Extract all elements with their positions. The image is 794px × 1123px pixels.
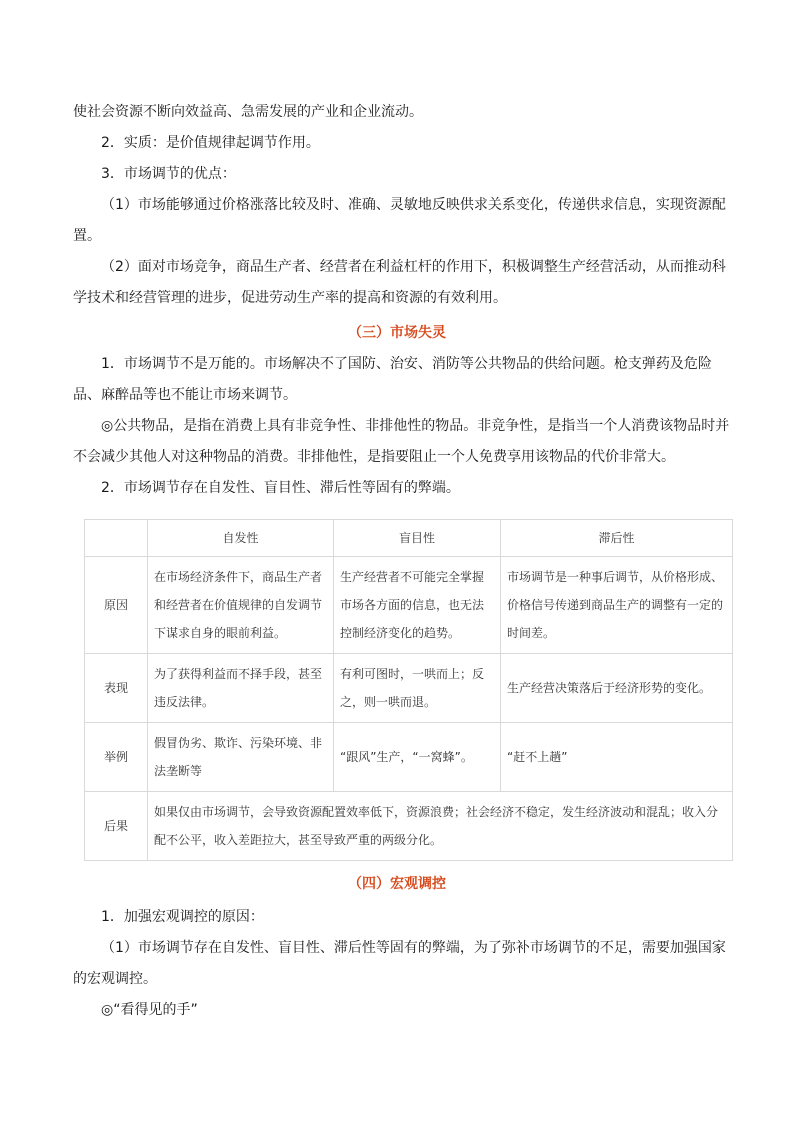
row-label: 表现 <box>85 654 148 723</box>
advantages-title: 3．市场调节的优点： <box>101 166 236 182</box>
failure-paragraph-1: 1．市场调节不是万能的。市场解决不了国防、治安、消防等公共物品的供给问题。枪支弹药及危险品、麻醉品等也不能让市场来调节。 <box>73 356 712 403</box>
table-row <box>85 792 733 861</box>
table-cell: “跟风”生产，“一窝蜂”。 <box>334 723 501 792</box>
table-cell: 有利可图时，一哄而上；反之，则一哄而退。 <box>334 654 501 723</box>
table-cell: 假冒伪劣、欺诈、污染环境、非法垄断等 <box>148 723 334 792</box>
heading-market-failure: （三）市场失灵 <box>348 325 446 341</box>
section-market-failure <box>73 349 733 504</box>
advantage-2: （2）面对市场竞争，商品生产者、经营者在利益杠杆的作用下，积极调整生产经营活动，从而推动科学技术和经营管理的进步，促进劳动生产率的提高和资源的有效利用。 <box>73 259 726 306</box>
macro-paragraph-1a: （1）市场调节存在自发性、盲目性、滞后性等固有的弊端，为了弥补市场调节的不足，需要加强国家的宏观调控。 <box>73 940 726 987</box>
advantage-1: （1）市场能够通过价格涨落比较及时、准确、灵敏地反映供求关系变化，传递供求信息，实现资源配置。 <box>73 197 726 244</box>
row-label: 后果 <box>85 792 148 861</box>
visible-hand-note: ◎“看得见的手” <box>101 1002 198 1018</box>
failure-paragraph-2: 2．市场调节存在自发性、盲目性、滞后性等固有的弊端。 <box>101 480 460 496</box>
table-row <box>85 654 733 723</box>
table-header-cell: 自发性 <box>148 520 334 557</box>
row-label: 举例 <box>85 723 148 792</box>
table-header-row <box>85 520 733 557</box>
table-header-cell: 盲目性 <box>334 520 501 557</box>
macro-paragraph-1: 1．加强宏观调控的原因： <box>101 909 264 925</box>
table-cell: “赶不上趟” <box>501 723 733 792</box>
table-cell: 生产经营者不可能完全掌握市场各方面的信息，也无法控制经济变化的趋势。 <box>334 557 501 654</box>
public-goods-note: ◎公共物品，是指在消费上具有非竞争性、非排他性的物品。非竞争性，是指当一个人消费该物品时并不会减少其他人对这种物品的消费。非排他性，是指要阻止一个人免费享用该物品的代价非常大。 <box>73 418 730 465</box>
intro-line: 使社会资源不断向效益高、急需发展的产业和企业流动。 <box>73 104 423 120</box>
row-label: 原因 <box>85 557 148 654</box>
table-cell: 生产经营决策落后于经济形势的变化。 <box>501 654 733 723</box>
table-header-cell: 滞后性 <box>501 520 733 557</box>
heading-macro-control: （四）宏观调控 <box>348 876 446 892</box>
section-market-regulation <box>73 128 733 314</box>
table-cell: 在市场经济条件下，商品生产者和经营者在价值规律的自发调节下谋求自身的眼前利益。 <box>148 557 334 654</box>
table-cell: 如果仅由市场调节，会导致资源配置效率低下，资源浪费；社会经济不稳定，发生经济波动和混乱；收入分配不公平，收入差距拉大，甚至导致严重的两级分化。 <box>148 792 733 861</box>
drawbacks-table <box>84 519 733 861</box>
essence-paragraph: 2．实质：是价值规律起调节作用。 <box>101 135 320 151</box>
table-row <box>85 723 733 792</box>
table-row <box>85 557 733 654</box>
section-macro-control <box>73 902 733 1026</box>
table-header-cell <box>85 520 148 557</box>
table-cell: 市场调节是一种事后调节，从价格形成、价格信号传递到商品生产的调整有一定的时间差。 <box>501 557 733 654</box>
table-cell: 为了获得利益而不择手段，甚至违反法律。 <box>148 654 334 723</box>
